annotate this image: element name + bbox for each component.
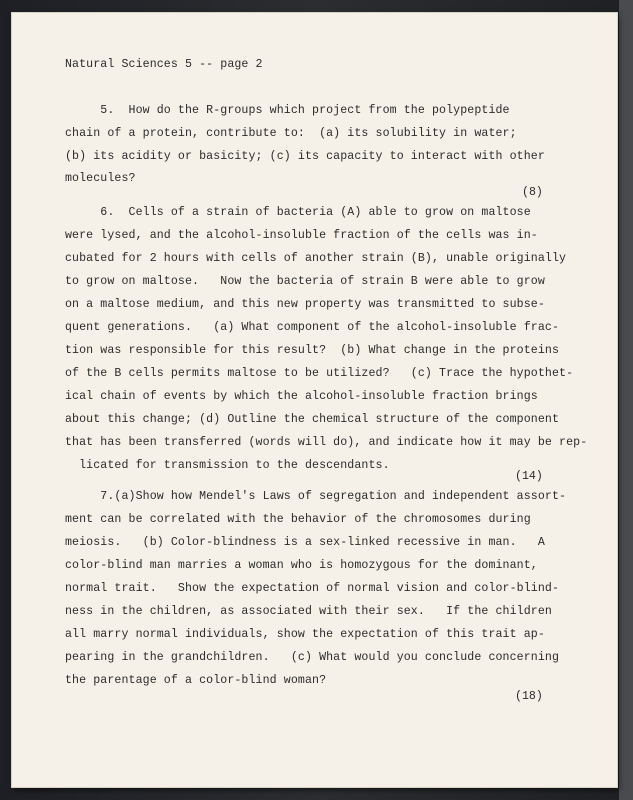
q5-line: (b) its acidity or basicity; (c) its capacity to interact with other	[65, 150, 545, 163]
scanner-edge	[619, 0, 633, 800]
q6-line: licated for transmission to the descendants.	[65, 459, 390, 472]
q7-points: (18)	[515, 690, 543, 703]
q7-line: ness in the children, as associated with their sex. If the children	[65, 605, 552, 618]
q7-line: normal trait. Show the expectation of normal vision and color-blind-	[65, 582, 560, 595]
q5-points: (8)	[522, 186, 543, 199]
q6-line: 6. Cells of a strain of bacteria (A) able to grow on maltose	[65, 206, 531, 219]
q6-line: tion was responsible for this result? (b) What change in the proteins	[65, 344, 560, 357]
q6-line: of the B cells permits maltose to be utilized? (c) Trace the hypothet-	[65, 367, 574, 380]
q7-line: all marry normal individuals, show the expectation of this trait ap-	[65, 628, 545, 641]
q5-line: chain of a protein, contribute to: (a) its solubility in water;	[65, 127, 517, 140]
q5-line: 5. How do the R-groups which project from the polypeptide	[65, 104, 510, 117]
q6-line: that has been transferred (words will do), and indicate how it may be rep-	[65, 436, 588, 449]
page-header: Natural Sciences 5 -- page 2	[65, 58, 263, 71]
q6-points: (14)	[515, 470, 543, 483]
q5-line: molecules?	[65, 172, 136, 185]
q6-line: cubated for 2 hours with cells of another strain (B), unable originally	[65, 252, 567, 265]
document-page	[12, 13, 617, 787]
q7-line: color-blind man marries a woman who is homozygous for the dominant,	[65, 559, 538, 572]
q7-line: pearing in the grandchildren. (c) What would you conclude concerning	[65, 651, 560, 664]
q7-line: the parentage of a color-blind woman?	[65, 674, 327, 687]
q6-line: ical chain of events by which the alcohol-insoluble fraction brings	[65, 390, 538, 403]
q7-line: meiosis. (b) Color-blindness is a sex-linked recessive in man. A	[65, 536, 545, 549]
q6-line: to grow on maltose. Now the bacteria of strain B were able to grow	[65, 275, 545, 288]
q6-line: quent generations. (a) What component of the alcohol-insoluble frac-	[65, 321, 560, 334]
q6-line: about this change; (d) Outline the chemical structure of the component	[65, 413, 560, 426]
q7-line: 7.(a)Show how Mendel's Laws of segregation and independent assort-	[65, 490, 567, 503]
q6-line: were lysed, and the alcohol-insoluble fraction of the cells was in-	[65, 229, 538, 242]
q7-line: ment can be correlated with the behavior of the chromosomes during	[65, 513, 531, 526]
q6-line: on a maltose medium, and this new property was transmitted to subse-	[65, 298, 545, 311]
